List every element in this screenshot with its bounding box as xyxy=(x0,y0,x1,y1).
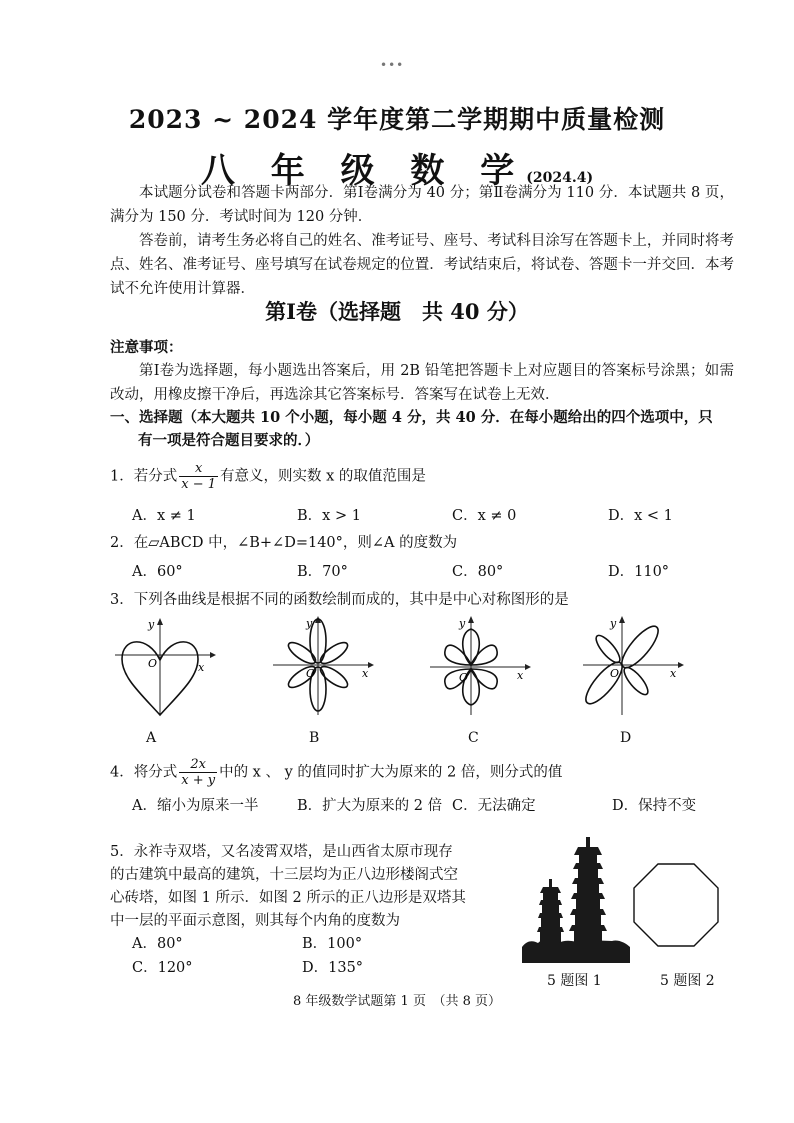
q3-label-a: A xyxy=(146,730,157,746)
twin-pagodas-image xyxy=(522,835,630,965)
exam-date: (2024.4) xyxy=(526,170,594,186)
q1-option-d: D．x < 1 xyxy=(608,508,673,524)
q5-line-1: 5．永祚寺双塔，又名凌霄双塔，是山西省太原市现存 xyxy=(110,844,453,860)
q2-option-a: A．60° xyxy=(132,564,183,580)
question-2-stem: 2．在▱ABCD 中，∠B+∠D=140°，则∠A 的度数为 xyxy=(110,535,458,551)
q4-fraction xyxy=(179,757,217,788)
x-axis-label: x xyxy=(517,669,524,682)
q3-figure-b xyxy=(268,615,378,720)
q1-pre: 1．若分式 xyxy=(110,468,178,485)
x-axis-label: x xyxy=(670,667,677,680)
origin-label: O xyxy=(148,657,158,670)
part-heading-line-2: 有一项是符合题目要求的．） xyxy=(138,432,320,449)
q1-denominator: x − 1 xyxy=(181,477,216,492)
q3-figure-c xyxy=(425,615,535,720)
top-dots: ••• xyxy=(380,58,405,72)
subject-name: 八 年 级 数 学 xyxy=(200,151,527,191)
page-footer: 8 年级数学试题第 1 页 （共 8 页） xyxy=(293,994,501,1009)
q1-option-b: B．x > 1 xyxy=(297,508,361,524)
q4-denominator: x + y xyxy=(181,773,216,788)
q5-option-c: C．120° xyxy=(132,960,193,976)
x-arrow xyxy=(678,662,684,668)
q1-post: 有意义，则实数 x 的取值范围是 xyxy=(220,468,426,485)
q5-line-4: 中一层的平面示意图，则其每个内角的度数为 xyxy=(110,913,400,929)
x-arrow xyxy=(368,662,374,668)
q5-option-d: D．135° xyxy=(302,960,364,976)
x-axis-label: x xyxy=(362,667,369,680)
y-arrow xyxy=(468,616,474,623)
q4-post: 中的 x 、 y 的值同时扩大为原来的 2 倍，则分式的值 xyxy=(219,764,563,781)
question-3-stem: 3．下列各曲线是根据不同的函数绘制而成的，其中是中心对称图形的是 xyxy=(110,592,569,608)
q1-option-c: C．x ≠ 0 xyxy=(452,508,517,524)
exam-title: 2023 ~ 2024 学年度第二学期期中质量检测 xyxy=(128,105,666,134)
q4-option-c: C．无法确定 xyxy=(452,798,536,814)
question-1-stem xyxy=(110,461,426,492)
q2-option-d: D．110° xyxy=(608,564,670,580)
q5-line-3: 心砖塔，如图 1 所示．如图 2 所示的正八边形是双塔其 xyxy=(110,890,466,906)
q4-pre: 4．将分式 xyxy=(110,764,178,781)
q3-figure-d xyxy=(578,615,688,720)
origin-label: O xyxy=(459,671,469,684)
q3-label-c: C xyxy=(468,730,479,746)
q4-option-a: A．缩小为原来一半 xyxy=(132,798,259,814)
y-axis-label: y xyxy=(459,617,466,630)
x-arrow xyxy=(210,652,216,658)
q4-numerator: 2x xyxy=(179,757,217,773)
y-arrow xyxy=(619,616,625,623)
section-title: 第Ⅰ卷（选择题 共 40 分） xyxy=(265,299,529,324)
q1-numerator: x xyxy=(179,461,218,477)
q5-figure-1-label: 5 题图 1 xyxy=(547,973,602,989)
q4-option-b: B．扩大为原来的 2 倍 xyxy=(297,798,443,814)
q3-figure-a xyxy=(110,615,220,720)
y-axis-label: y xyxy=(306,617,313,630)
q3-label-b: B xyxy=(309,730,320,746)
y-axis-label: y xyxy=(610,617,617,630)
notice-label: 注意事项： xyxy=(110,339,183,356)
x-arrow xyxy=(525,664,531,670)
intro-paragraph-2: 答卷前，请考生务必将自己的姓名、准考证号、座号、考试科目涂写在答题卡上，并同时将考点、姓名、准考证号、座号填写在试卷规定的位置．考试结束后，将试卷、答题卡一并交回．本考试不允许使用计算器． xyxy=(110,233,734,297)
q4-option-d: D．保持不变 xyxy=(612,798,697,814)
q3-label-d: D xyxy=(620,730,632,746)
regular-octagon xyxy=(630,858,722,950)
y-arrow xyxy=(157,618,163,625)
origin-label: O xyxy=(610,667,620,680)
q5-option-a: A．80° xyxy=(132,936,183,952)
q5-line-2: 的古建筑中最高的建筑，十三层均为正八边形楼阁式空 xyxy=(110,867,458,883)
y-axis-label: y xyxy=(148,618,155,631)
part-heading-line-1: 一、选择题（本大题共 10 个小题，每小题 4 分，共 40 分．在每小题给出的四个选项中，只 xyxy=(110,409,713,426)
q5-figure-2-label: 5 题图 2 xyxy=(660,973,715,989)
x-axis-label: x xyxy=(198,661,205,674)
intro-paragraph-1: 本试题分试卷和答题卡两部分．第Ⅰ卷满分为 40 分；第Ⅱ卷满分为 110 分．本试题共 8 页，满分为 150 分．考试时间为 120 分钟． xyxy=(110,185,734,225)
q2-option-b: B．70° xyxy=(297,564,348,580)
origin-label: O xyxy=(306,667,316,680)
q5-option-b: B．100° xyxy=(302,936,363,952)
question-4-stem xyxy=(110,757,562,788)
q1-option-a: A．x ≠ 1 xyxy=(132,508,196,524)
q2-option-c: C．80° xyxy=(452,564,504,580)
q1-fraction xyxy=(179,461,218,492)
notice-text: 第Ⅰ卷为选择题，每小题选出答案后，用 2B 铅笔把答题卡上对应题目的答案标号涂黑；如需改动，用橡皮擦干净后，再选涂其它答案标号．答案写在试卷上无效． xyxy=(110,363,734,403)
